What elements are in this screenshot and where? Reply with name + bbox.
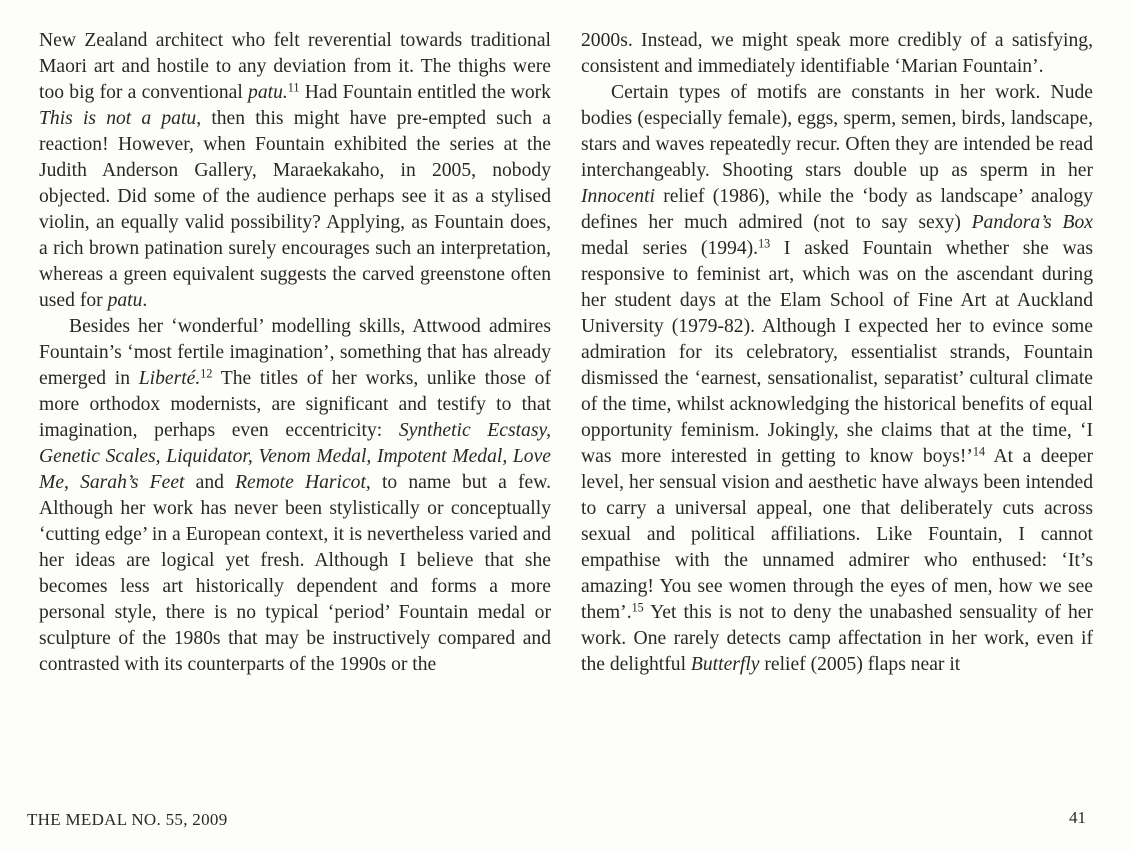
text-run: Besides her ‘wonderful’ modelling skills, Attwood admires Fountain’s ‘most fertile imagination’, something that has already emerged in	[39, 316, 551, 389]
right-paragraph-2	[581, 80, 1093, 678]
italic-title: Liberté.	[138, 368, 201, 389]
text-run: New Zealand architect who felt reverential towards traditional Maori art and hostile to any deviation from it. The thighs were too big for a conventional	[39, 30, 551, 103]
text-run: At a deeper level, her sensual vision and aesthetic have always been intended to carry a universal appeal, one that deliberately cuts across sexual and political affiliations. Like Fountain, I cannot empathise with the unnamed admirer who enthused: ‘It’s amazing! You see women through the eyes of men, how we see them’.	[581, 446, 1093, 623]
footnote-ref: 15	[631, 600, 644, 615]
text-run: I asked Fountain whether she was responsive to feminist art, which was on the ascendant during her student days at the Elam School of Fine Art at Auckland University (1979-82). Although I expected her to evince some admiration for its celebratory, essentialist strands, Fountain dismissed the ‘earnest, sensationalist, separatist’ cultural climate of the time, whilst acknowledging the historical benefits of equal opportunity feminism. Jokingly, she claims that at the time, ‘I was more interested in getting to know boys!’	[581, 238, 1093, 467]
footnote-ref: 13	[758, 236, 771, 251]
footnote-ref: 14	[972, 444, 986, 459]
text-run: , then this might have pre-empted such a reaction! However, when Fountain exhibited the series at the Judith Anderson Gallery, Maraekakaho, in 2005, nobody objected. Did some of the audience perhaps see it as a stylised violin, an equally valid possibility? Applying, as Fountain does, a rich brown patination surely encourages such an interpretation, whereas a green equivalent suggests the carved greenstone often used for	[39, 108, 551, 311]
text-run: relief (1986), while the ‘body as landscape’ analogy defines her much admired (not to say sexy)	[581, 186, 1093, 233]
left-column	[39, 28, 551, 678]
text-run: Certain types of motifs are constants in her work. Nude bodies (especially female), eggs, sperm, semen, birds, landscape, stars and waves repeatedly recur. Often they are intended be read interchangeably. Shooting stars double up as sperm in her	[581, 82, 1093, 181]
italic-title: Innocenti	[581, 186, 655, 207]
text-run: Had Fountain entitled the work	[299, 82, 551, 103]
italic-title: This is not a patu	[39, 108, 197, 129]
text-run: relief (2005) flaps near it	[759, 654, 961, 675]
text-run: Yet this is not to deny the unabashed sensuality of her work. One rarely detects camp affectation in her work, even if the delightful	[581, 602, 1093, 675]
right-paragraph-1	[581, 28, 1093, 80]
text-run: The titles of her works, unlike those of more orthodox modernists, are significant and testify to that imagination, perhaps even eccentricity:	[39, 368, 551, 441]
page-number: 41	[1069, 808, 1086, 827]
italic-title: patu	[107, 290, 143, 311]
text-run: medal series (1994).	[581, 238, 759, 259]
footnote-ref: 11	[287, 80, 300, 95]
right-column	[581, 28, 1093, 678]
journal-footer: THE MEDAL NO. 55, 2009	[27, 810, 228, 829]
left-paragraph-1	[39, 28, 551, 314]
left-paragraph-2	[39, 314, 551, 678]
footnote-ref: 12	[200, 366, 213, 381]
italic-title: Remote Haricot	[235, 472, 366, 493]
italic-title: Synthetic Ecstasy, Genetic Scales, Liquidator, Venom Medal, Impotent Medal, Love Me, Sarah’s Feet	[39, 420, 551, 493]
italic-title: Pandora’s Box	[971, 212, 1093, 233]
text-run: , to name but a few. Although her work has never been stylistically or conceptually ‘cutting edge’ in a European context, it is nevertheless varied and her ideas are logical yet fresh. Although I believe that she becomes less art historically dependent and forms a more personal style, there is no typical ‘period’ Fountain medal or sculpture of the 1980s that may be instructively compared and contrasted with its counterparts of the 1990s or the	[39, 472, 551, 675]
text-run: and	[184, 472, 236, 493]
text-run: 2000s. Instead, we might speak more credibly of a satisfying, consistent and immediately identifiable ‘Marian Fountain’.	[581, 30, 1093, 77]
italic-title: Butterfly	[690, 654, 760, 675]
text-run: .	[142, 290, 148, 311]
italic-title: patu.	[248, 82, 288, 103]
